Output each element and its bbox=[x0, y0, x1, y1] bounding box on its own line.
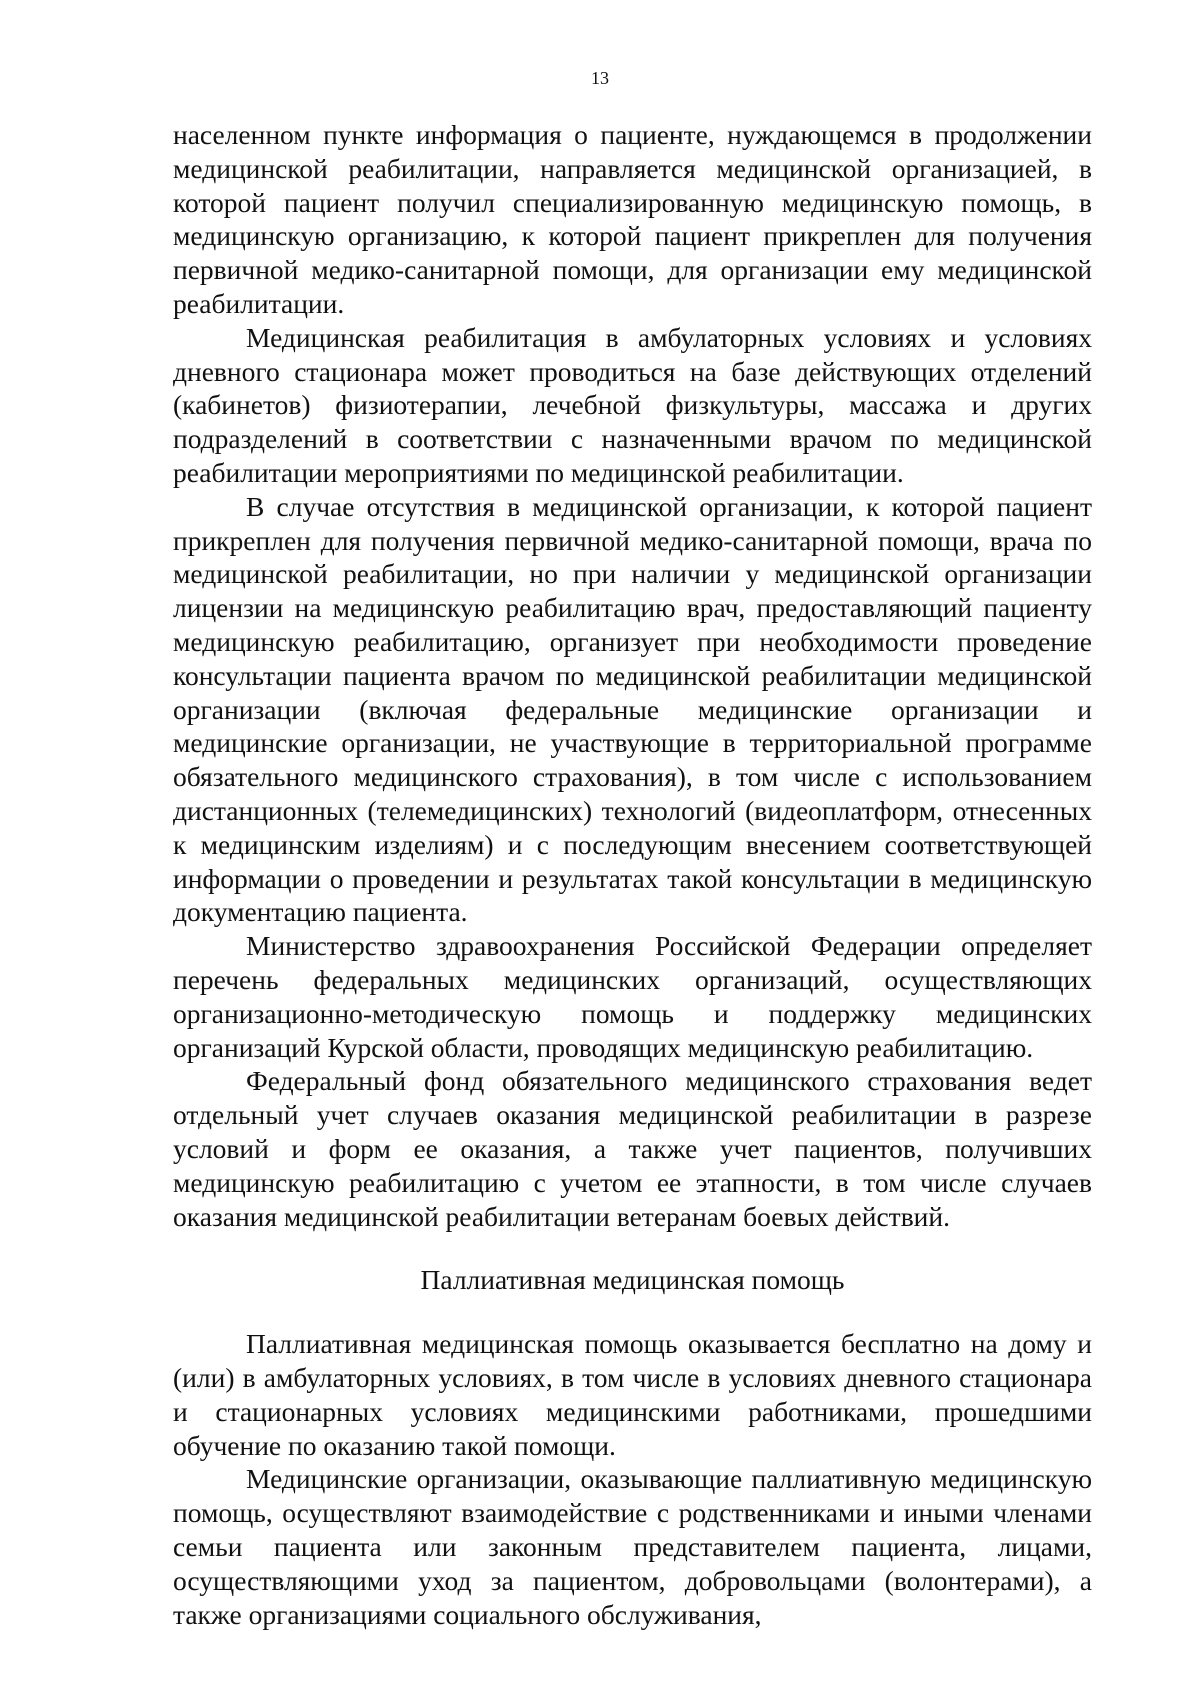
paragraph-rehab-outpatient: Медицинская реабилитация в амбулаторных условиях и условиях дневного стационара может проводиться на базе действующих отделений (кабинетов) физиотерапии, лечебной физкультуры, массажа и других подразделений в соответствии с назначенными врачом по медицинской реабилитации мероприятиями по медицинской реабилитации. bbox=[173, 321, 1092, 488]
document-body bbox=[173, 118, 1092, 1631]
paragraph-insurance-fund: Федеральный фонд обязательного медицинского страхования ведет отдельный учет случаев оказания медицинской реабилитации в разрезе условий и форм ее оказания, а также учет пациентов, получивших медицинскую реабилитацию с учетом ее этапности, в том числе случаев оказания медицинской реабилитации ветеранам боевых действий. bbox=[173, 1065, 1092, 1232]
page-number: 13 bbox=[591, 68, 609, 88]
paragraph-ministry: Министерство здравоохранения Российской Федерации определяет перечень федеральных медицинских организаций, осуществляющих организационно-методическую помощь и поддержку медицинских организаций Курской области, проводящих медицинскую реабилитацию. bbox=[173, 930, 1092, 1063]
paragraph-palliative-provision: Паллиативная медицинская помощь оказывается бесплатно на дому и (или) в амбулаторных условиях, в том числе в условиях дневного стационара и стационарных условиях медицинскими работниками, прошедшими обучение по оказанию такой помощи. bbox=[173, 1328, 1092, 1461]
section-heading: Паллиативная медицинская помощь bbox=[420, 1264, 845, 1296]
paragraph-continuation: населенном пункте информация о пациенте, нуждающемся в продолжении медицинской реабилитации, направляется медицинской организацией, в которой пациент получил специализированную медицинскую помощь, в медицинскую организацию, к которой пациент прикреплен для получения первичной медико-санитарной помощи, для организации ему медицинской реабилитации. bbox=[173, 119, 1092, 319]
paragraph-palliative-interaction: Медицинские организации, оказывающие паллиативную медицинскую помощь, осуществляют взаимодействие с родственниками и иными членами семьи пациента или законным представителем пациента, лицами, осуществляющими уход за пациентом, добровольцами (волонтерами), а также организациями социального обслуживания, bbox=[173, 1463, 1092, 1630]
paragraph-rehab-consultation: В случае отсутствия в медицинской организации, к которой пациент прикреплен для получения первичной медико-санитарной помощи, врача по медицинской реабилитации, но при наличии у медицинской организации лицензии на медицинскую реабилитацию врач, предоставляющий пациенту медицинскую реабилитацию, организует при необходимости проведение консультации пациента врачом по медицинской реабилитации медицинской организации (включая федеральные медицинские организации и медицинские организации, не участвующие в территориальной программе обязательного медицинского страхования), в том числе с использованием дистанционных (телемедицинских) технологий (видеоплатформ, отнесенных к медицинским изделиям) и с последующим внесением соответствующей информации о проведении и результатах такой консультации в медицинскую документацию пациента. bbox=[173, 490, 1092, 928]
